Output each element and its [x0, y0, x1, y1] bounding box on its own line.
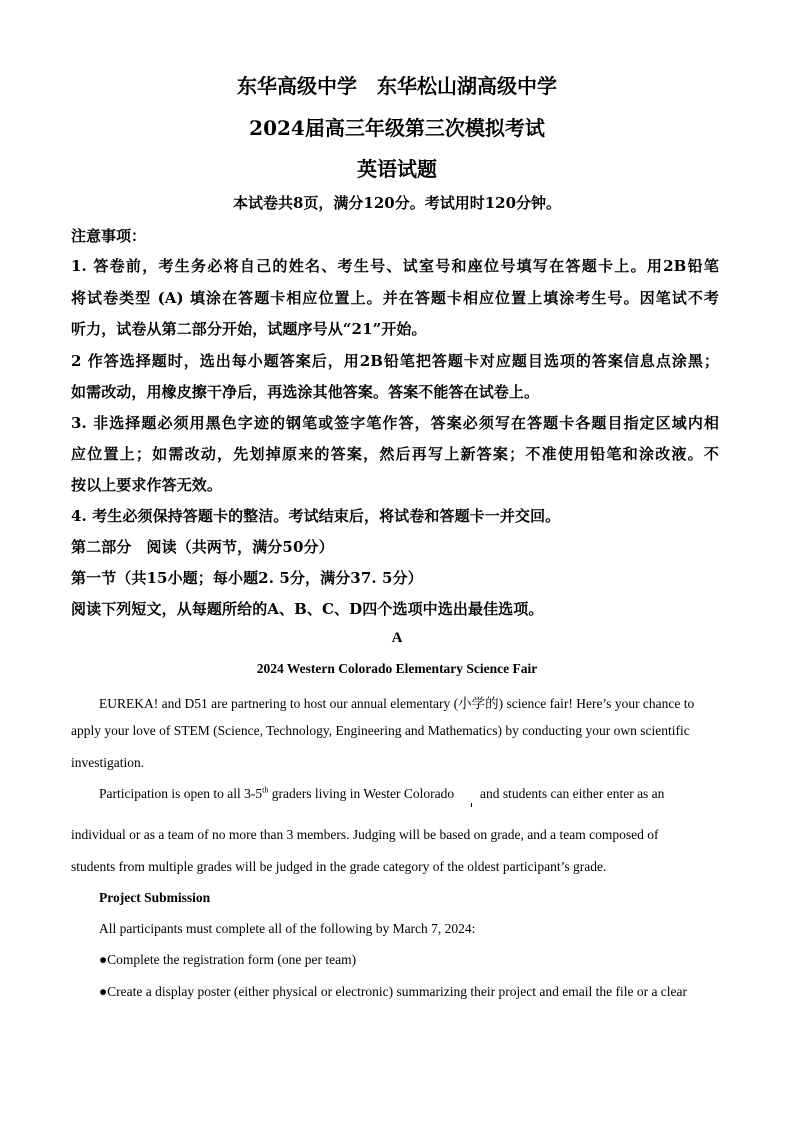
paragraph-2-line-2: individual or as a team of no more than 3 members. Judging will be based on grade, and a team composed of — [71, 827, 659, 842]
section-part-heading: 第二部分 阅读（共两节，满分50分） — [71, 538, 334, 556]
paragraph-1-line-3: investigation. — [71, 755, 145, 770]
paragraph-2-line-1 — [99, 786, 454, 802]
stray-mark — [471, 803, 472, 807]
notice-title: 注意事项： — [71, 227, 147, 245]
notice-item-4: 4. 考生必须保持答题卡的整洁。考试结束后，将试卷和答题卡一并交回。 — [71, 507, 561, 525]
notice-item-3-line-3: 按以上要求作答无效。 — [71, 476, 223, 494]
paragraph-2-line-1-end: and students can either enter as an — [480, 786, 665, 801]
paragraph-1-line-2: apply your love of STEM (Science, Technology, Engineering and Mathematics) by conducting your own scientific — [71, 723, 690, 738]
section-instruction: 阅读下列短文，从每题所给的A、B、C、D四个选项中选出最佳选项。 — [71, 600, 544, 618]
passage-letter: A — [391, 630, 403, 646]
exam-info: 本试卷共8页，满分120分。考试用时120分钟。 — [232, 194, 562, 212]
ordinal-suffix: th — [262, 785, 269, 795]
paragraph-2-text-a: Participation is open to all 3-5 — [99, 786, 263, 801]
notice-item-1-line-2: 将试卷类型 (A) 填涂在答题卡相应位置上。并在答题卡相应位置上填涂考生号。因笔试不考 — [71, 289, 719, 307]
notice-item-1-line-1: 1. 答卷前，考生务必将自己的姓名、考生号、试室号和座位号填写在答题卡上。用2B铅笔 — [71, 257, 719, 275]
notice-item-2-line-1: 2 作答选择题时，选出每小题答案后，用2B铅笔把答题卡对应题目选项的答案信息点涂黑； — [71, 352, 719, 370]
exam-title: 2024届高三年级第三次模拟考试 — [249, 116, 545, 140]
paragraph-2-text-b: graders living in Wester Colorado — [268, 786, 455, 801]
notice-item-3-line-1: 3. 非选择题必须用黑色字迹的钢笔或签字笔作答，答案必须写在答题卡各题目指定区域内相 — [71, 414, 719, 432]
passage-title: 2024 Western Colorado Elementary Science Fair — [256, 661, 538, 676]
paragraph-1-line-1: EUREKA! and D51 are partnering to host our annual elementary (小学的) science fair! Here’s your chance to — [99, 696, 695, 711]
notice-item-2-line-2: 如需改动，用橡皮擦干净后，再选涂其他答案。答案不能答在试卷上。 — [71, 383, 540, 401]
paragraph-2-line-3: students from multiple grades will be judged in the grade category of the oldest participant’s grade. — [71, 859, 607, 874]
notice-item-1-line-3: 听力，试卷从第二部分开始，试题序号从“21”开始。 — [71, 320, 427, 338]
section-sub-heading: 第一节（共15小题；每小题2. 5分，满分37. 5分） — [71, 569, 423, 587]
project-submission-heading: Project Submission — [99, 890, 211, 905]
bullet-item: ●Create a display poster (either physical or electronic) summarizing their project and email the file or a clear — [99, 984, 688, 999]
bullet-item: ●Complete the registration form (one per team) — [99, 952, 357, 967]
school-names: 东华高级中学 东华松山湖高级中学 — [237, 74, 557, 98]
paragraph-3: All participants must complete all of the following by March 7, 2024: — [99, 921, 476, 936]
subject-title: 英语试题 — [357, 157, 437, 181]
notice-item-3-line-2: 应位置上；如需改动，先划掉原来的答案，然后再写上新答案；不准使用铅笔和涂改液。不 — [71, 445, 719, 463]
